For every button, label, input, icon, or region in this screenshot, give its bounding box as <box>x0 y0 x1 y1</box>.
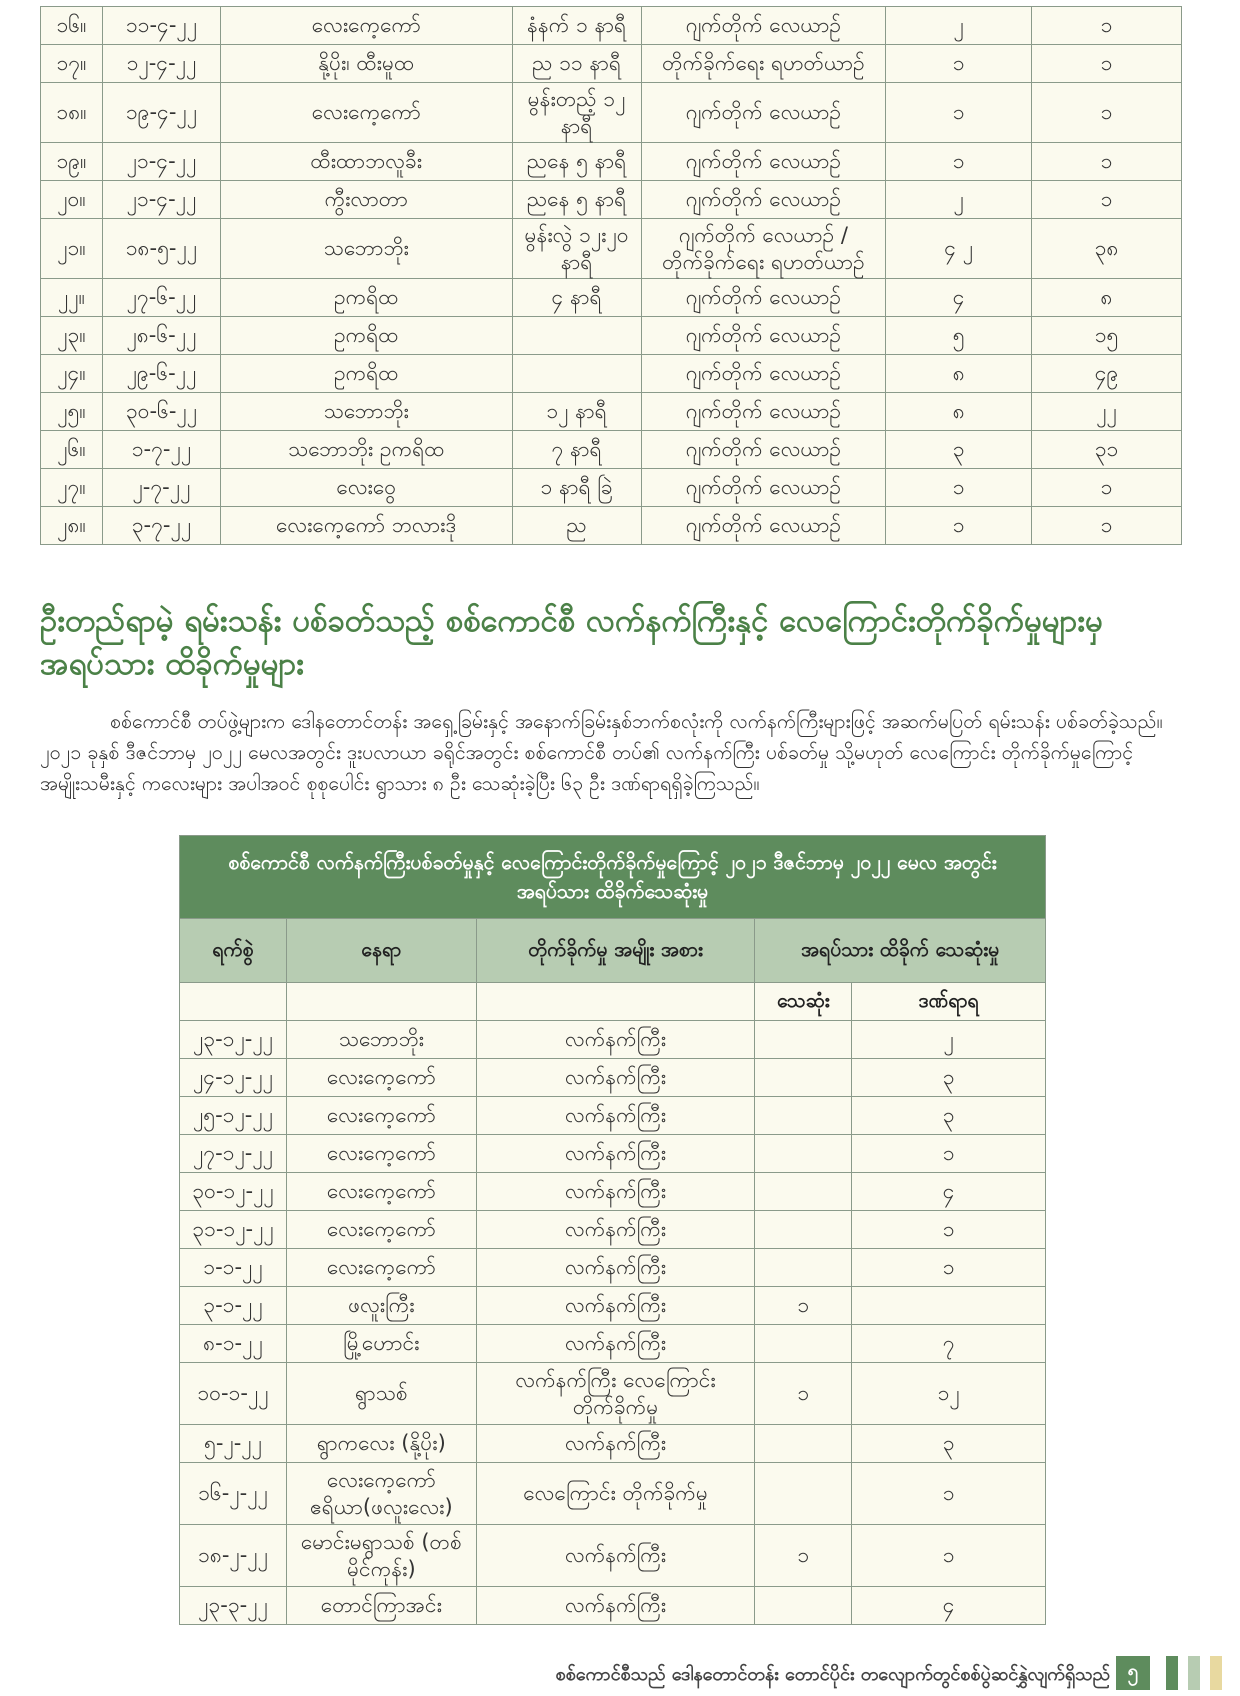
cell-time: ညနေ ၅ နာရီ <box>512 181 641 219</box>
cell-bomb-count: ၈ <box>1032 279 1182 317</box>
cell-aircraft-count: ၁ <box>886 469 1032 507</box>
cell-injured: ၁ <box>852 1249 1046 1287</box>
cell-place: ဥကရိထ <box>220 279 512 317</box>
cell-dead <box>755 1463 852 1525</box>
cell-aircraft-count: ၁ <box>886 45 1032 83</box>
footer-deco-bar-3 <box>1210 1656 1222 1690</box>
cell-dead <box>755 1587 852 1625</box>
cell-date: ၁၈-၅-၂၂ <box>102 219 220 279</box>
table-row <box>180 1135 1046 1173</box>
cell-place: လေးကေ့ကော် <box>220 7 512 45</box>
footer-text: စစ်ကောင်စီသည် ဒေါနတောင်တန်း တောင်ပိုင်း တလျောက်တွင်စစ်ပွဲဆင်နွှဲလျက်ရှိသည် <box>555 1664 1110 1685</box>
table-row <box>41 317 1182 355</box>
cell-aircraft-type: ဂျက်တိုက် လေယာဉ် / တိုက်ခိုက်ရေး ရဟတ်ယာဉ် <box>641 219 886 279</box>
cell-time <box>512 355 641 393</box>
cell-place: လေးကေ့ကော် <box>286 1097 476 1135</box>
cell-aircraft-type: ဂျက်တိုက် လေယာဉ် <box>641 7 886 45</box>
cell-bomb-count: ၁ <box>1032 83 1182 143</box>
cell-date: ၂၇-၁၂-၂၂ <box>180 1135 287 1173</box>
table-row <box>180 1021 1046 1059</box>
cell-place: မောင်းမရွာသစ် (တစ်မိုင်ကုန်း) <box>286 1525 476 1587</box>
cell-date: ၁၆-၂-၂၂ <box>180 1463 287 1525</box>
table-row <box>180 1463 1046 1525</box>
cell-bomb-count: ၁ <box>1032 469 1182 507</box>
cell-date: ၂၁-၄-၂၂ <box>102 143 220 181</box>
cell-dead <box>755 1135 852 1173</box>
cell-place: လေးကေ့ကော် <box>286 1249 476 1287</box>
cell-time: ၄ နာရီ <box>512 279 641 317</box>
header-place: နေရာ <box>286 919 476 983</box>
cell-aircraft-type: ဂျက်တိုက် လေယာဉ် <box>641 279 886 317</box>
table-row <box>180 1249 1046 1287</box>
cell-bomb-count: ၂၂ <box>1032 393 1182 431</box>
cell-time: ၁၂ နာရီ <box>512 393 641 431</box>
cell-time: ည <box>512 507 641 545</box>
section-paragraph: စစ်ကောင်စီ တပ်ဖွဲ့များက ဒေါနတောင်တန်း အရှေ့ခြမ်းနှင့် အနောက်ခြမ်းနှစ်ဘက်စလုံးကို လက်နက်ကြီးများဖြင့် အဆက်မပြတ် ရမ်းသန်း ပစ်ခတ်ခဲ့သည်။ ၂၀၂၁ ခုနှစ် ဒီဇင်ဘာမှ ၂၀၂၂ မေလအတွင်း ဒူးပလာယာ ခရိုင်အတွင်း စစ်ကောင်စီ တပ်၏ လက်နက်ကြီး ပစ်ခတ်မှု သို့မဟုတ် လေကြောင်း တိုက်ခိုက်မှုကြောင့် အမျိုးသမီးနှင့် ကလေးများ အပါအဝင် စုစုပေါင်း ရွာသား ၈ ဦး သေဆုံးခဲ့ပြီး ၆၃ ဦး ဒဏ်ရာရရှိခဲ့ကြသည်။ <box>40 710 1163 796</box>
cell-dead <box>755 1059 852 1097</box>
cell-injured: ၃ <box>852 1425 1046 1463</box>
section-title: ဦးတည်ရာမဲ့ ရမ်းသန်း ပစ်ခတ်သည့် စစ်ကောင်စီ လက်နက်ကြီးနှင့် လေကြောင်းတိုက်ခိုက်မှုများမှ အရပ်သား ထိခိုက်မှုများ <box>40 603 1103 682</box>
subheader-empty-3 <box>476 983 755 1021</box>
table-row <box>41 431 1182 469</box>
cell-place: မြို့ဟောင်း <box>286 1325 476 1363</box>
cell-row-number: ၁၈။ <box>41 83 103 143</box>
cell-row-number: ၁၉။ <box>41 143 103 181</box>
header-dead: သေဆုံး <box>755 983 852 1021</box>
cell-row-number: ၂၁။ <box>41 219 103 279</box>
cell-place: လေးဝွေ <box>220 469 512 507</box>
cell-date: ၃-၁-၂၂ <box>180 1287 287 1325</box>
table-row <box>180 1097 1046 1135</box>
table-row <box>180 1325 1046 1363</box>
table-row <box>180 1059 1046 1097</box>
cell-row-number: ၂၆။ <box>41 431 103 469</box>
cell-bomb-count: ၁ <box>1032 181 1182 219</box>
cell-place: ဖလူးကြီး <box>286 1287 476 1325</box>
cell-attack-type: လက်နက်ကြီး <box>476 1173 755 1211</box>
cell-time: မွန်းလွဲ ၁၂း၂၀ နာရီ <box>512 219 641 279</box>
cell-date: ၁၈-၂-၂၂ <box>180 1525 287 1587</box>
cell-aircraft-type: တိုက်ခိုက်ရေး ရဟတ်ယာဉ် <box>641 45 886 83</box>
cell-dead: ၁ <box>755 1363 852 1425</box>
cell-bomb-count: ၁ <box>1032 45 1182 83</box>
table-row <box>180 1287 1046 1325</box>
cell-date: ၃-၇-၂၂ <box>102 507 220 545</box>
cell-aircraft-count: ၈ <box>886 355 1032 393</box>
table-row <box>41 83 1182 143</box>
cell-date: ၂-၇-၂၂ <box>102 469 220 507</box>
cell-place: သဘောဘိုး <box>220 393 512 431</box>
cell-row-number: ၂၀။ <box>41 181 103 219</box>
cell-dead: ၁ <box>755 1525 852 1587</box>
page-number: ၅ <box>1116 1656 1150 1690</box>
cell-row-number: ၂၈။ <box>41 507 103 545</box>
cell-dead: ၁ <box>755 1287 852 1325</box>
table-row <box>41 7 1182 45</box>
casualty-table <box>179 835 1046 1625</box>
cell-aircraft-count: ၁ <box>886 83 1032 143</box>
cell-attack-type: လက်နက်ကြီး <box>476 1097 755 1135</box>
cell-aircraft-type: ဂျက်တိုက် လေယာဉ် <box>641 143 886 181</box>
cell-aircraft-type: ဂျက်တိုက် လေယာဉ် <box>641 317 886 355</box>
cell-place: သဘောဘိုး <box>286 1021 476 1059</box>
table-row <box>41 355 1182 393</box>
cell-injured: ၁၂ <box>852 1363 1046 1425</box>
cell-attack-type: လက်နက်ကြီး <box>476 1211 755 1249</box>
cell-dead <box>755 1173 852 1211</box>
cell-place: ဥကရိထ <box>220 317 512 355</box>
cell-date: ၃၀-၆-၂၂ <box>102 393 220 431</box>
cell-place: သဘောဘိုး ဥကရိထ <box>220 431 512 469</box>
cell-place: လေးကေ့ကော် <box>286 1173 476 1211</box>
cell-injured: ၃ <box>852 1059 1046 1097</box>
cell-attack-type: လက်နက်ကြီး <box>476 1587 755 1625</box>
cell-aircraft-count: ၂ <box>886 7 1032 45</box>
cell-place: လေးကေ့ကော် <box>286 1059 476 1097</box>
cell-time: ညနေ ၅ နာရီ <box>512 143 641 181</box>
table-row <box>41 45 1182 83</box>
cell-attack-type: လက်နက်ကြီး <box>476 1525 755 1587</box>
cell-aircraft-count: ၄ ၂ <box>886 219 1032 279</box>
header-casualties: အရပ်သား ထိခိုက် သေဆုံးမှု <box>755 919 1046 983</box>
footer-deco-bar-2 <box>1188 1656 1200 1690</box>
page-footer <box>0 1656 1240 1696</box>
table-row <box>180 1587 1046 1625</box>
cell-aircraft-type: ဂျက်တိုက် လေယာဉ် <box>641 393 886 431</box>
header-attack-type: တိုက်ခိုက်မှု အမျိုး အစား <box>476 919 755 983</box>
cell-date: ၂၈-၆-၂၂ <box>102 317 220 355</box>
cell-injured: ၇ <box>852 1325 1046 1363</box>
cell-aircraft-type: ဂျက်တိုက် လေယာဉ် <box>641 355 886 393</box>
cell-attack-type: လက်နက်ကြီး <box>476 1425 755 1463</box>
cell-date: ၂၁-၄-၂၂ <box>102 181 220 219</box>
cell-attack-type: လက်နက်ကြီး လေကြောင်း တိုက်ခိုက်မှု <box>476 1363 755 1425</box>
cell-dead <box>755 1249 852 1287</box>
table-row <box>41 219 1182 279</box>
table-row <box>180 1173 1046 1211</box>
cell-injured: ၂ <box>852 1021 1046 1059</box>
cell-place: ကွီးလာတာ <box>220 181 512 219</box>
cell-date: ၃၁-၁၂-၂၂ <box>180 1211 287 1249</box>
cell-date: ၂၉-၆-၂၂ <box>102 355 220 393</box>
cell-bomb-count: ၁ <box>1032 7 1182 45</box>
cell-aircraft-type: ဂျက်တိုက် လေယာဉ် <box>641 469 886 507</box>
cell-aircraft-count: ၂ <box>886 181 1032 219</box>
cell-place: လေးကေ့ကော် ဧရိယာ(ဖလူးလေး) <box>286 1463 476 1525</box>
cell-row-number: ၂၅။ <box>41 393 103 431</box>
cell-date: ၁၀-၁-၂၂ <box>180 1363 287 1425</box>
cell-place: ရွာကလေး (နို့ပိုး) <box>286 1425 476 1463</box>
cell-aircraft-type: ဂျက်တိုက် လေယာဉ် <box>641 181 886 219</box>
cell-place: တောင်ကြာအင်း <box>286 1587 476 1625</box>
casualty-table-caption: စစ်ကောင်စီ လက်နက်ကြီးပစ်ခတ်မှုနှင့် လေကြောင်းတိုက်ခိုက်မှုကြောင့် ၂၀၂၁ ဒီဇင်ဘာမှ ၂၀၂၂ မေလ အတွင်း အရပ်သား ထိခိုက်သေဆုံးမှု <box>180 836 1046 919</box>
cell-date: ၂၃-၃-၂၂ <box>180 1587 287 1625</box>
cell-row-number: ၂၇။ <box>41 469 103 507</box>
cell-aircraft-count: ၅ <box>886 317 1032 355</box>
cell-injured: ၁ <box>852 1211 1046 1249</box>
cell-time: နံနက် ၁ နာရီ <box>512 7 641 45</box>
cell-date: ၂၄-၁၂-၂၂ <box>180 1059 287 1097</box>
cell-place: လေးကေ့ကော် <box>286 1211 476 1249</box>
cell-date: ၈-၁-၂၂ <box>180 1325 287 1363</box>
cell-place: လေးကေ့ကော် <box>286 1135 476 1173</box>
casualty-table-subheader-row <box>180 983 1046 1021</box>
cell-row-number: ၁၇။ <box>41 45 103 83</box>
cell-place: ဥကရိထ <box>220 355 512 393</box>
cell-aircraft-type: ဂျက်တိုက် လေယာဉ် <box>641 507 886 545</box>
footer-deco-bar-1 <box>1166 1656 1178 1690</box>
cell-date: ၂၅-၁၂-၂၂ <box>180 1097 287 1135</box>
cell-place: ထီးထာဘလူခီး <box>220 143 512 181</box>
cell-injured: ၃ <box>852 1097 1046 1135</box>
table-row <box>180 1525 1046 1587</box>
cell-attack-type: လက်နက်ကြီး <box>476 1325 755 1363</box>
cell-attack-type: လက်နက်ကြီး <box>476 1287 755 1325</box>
cell-dead <box>755 1425 852 1463</box>
cell-date: ၃၀-၁၂-၂၂ <box>180 1173 287 1211</box>
cell-dead <box>755 1211 852 1249</box>
cell-injured <box>852 1287 1046 1325</box>
casualty-table-header-row <box>180 919 1046 983</box>
cell-bomb-count: ၄၉ <box>1032 355 1182 393</box>
cell-attack-type: လက်နက်ကြီး <box>476 1021 755 1059</box>
cell-dead <box>755 1021 852 1059</box>
cell-attack-type: လေကြောင်း တိုက်ခိုက်မှု <box>476 1463 755 1525</box>
subheader-empty-1 <box>180 983 287 1021</box>
table-row <box>41 143 1182 181</box>
subheader-empty-2 <box>286 983 476 1021</box>
cell-date: ၁၂-၄-၂၂ <box>102 45 220 83</box>
cell-bomb-count: ၁၅ <box>1032 317 1182 355</box>
cell-place: သဘောဘိုး <box>220 219 512 279</box>
cell-bomb-count: ၁ <box>1032 143 1182 181</box>
cell-row-number: ၂၃။ <box>41 317 103 355</box>
incident-table <box>40 6 1182 545</box>
cell-time: ၁ နာရီ ခြဲ <box>512 469 641 507</box>
cell-place: ရွာသစ် <box>286 1363 476 1425</box>
cell-date: ၁-၇-၂၂ <box>102 431 220 469</box>
cell-dead <box>755 1097 852 1135</box>
table-row <box>180 1425 1046 1463</box>
cell-aircraft-count: ၁ <box>886 507 1032 545</box>
cell-date: ၅-၂-၂၂ <box>180 1425 287 1463</box>
table-row <box>180 1363 1046 1425</box>
table-row <box>41 507 1182 545</box>
incident-table-body <box>41 7 1182 545</box>
cell-date: ၂၇-၆-၂၂ <box>102 279 220 317</box>
table-row <box>41 469 1182 507</box>
cell-bomb-count: ၁ <box>1032 507 1182 545</box>
cell-attack-type: လက်နက်ကြီး <box>476 1135 755 1173</box>
cell-place: လေးကေ့ကော် ဘလားဒို <box>220 507 512 545</box>
cell-aircraft-count: ၈ <box>886 393 1032 431</box>
cell-date: ၂၃-၁၂-၂၂ <box>180 1021 287 1059</box>
header-injured: ဒဏ်ရာရ <box>852 983 1046 1021</box>
cell-time: မွန်းတည့် ၁၂ နာရီ <box>512 83 641 143</box>
cell-date: ၁၁-၄-၂၂ <box>102 7 220 45</box>
cell-row-number: ၂၄။ <box>41 355 103 393</box>
cell-aircraft-type: ဂျက်တိုက် လေယာဉ် <box>641 431 886 469</box>
cell-injured: ၁ <box>852 1135 1046 1173</box>
casualty-table-head <box>180 836 1046 1021</box>
table-row <box>41 393 1182 431</box>
cell-aircraft-count: ၄ <box>886 279 1032 317</box>
cell-place: နို့ပိုး၊ ထီးမူထ <box>220 45 512 83</box>
cell-bomb-count: ၃၁ <box>1032 431 1182 469</box>
header-date: ရက်စွဲ <box>180 919 287 983</box>
cell-date: ၁-၁-၂၂ <box>180 1249 287 1287</box>
cell-date: ၁၉-၄-၂၂ <box>102 83 220 143</box>
table-row <box>41 181 1182 219</box>
table-row <box>41 279 1182 317</box>
cell-attack-type: လက်နက်ကြီး <box>476 1249 755 1287</box>
cell-place: လေးကေ့ကော် <box>220 83 512 143</box>
cell-injured: ၄ <box>852 1173 1046 1211</box>
cell-bomb-count: ၃၈ <box>1032 219 1182 279</box>
casualty-table-body <box>180 1021 1046 1625</box>
cell-attack-type: လက်နက်ကြီး <box>476 1059 755 1097</box>
cell-time <box>512 317 641 355</box>
table-row <box>180 1211 1046 1249</box>
cell-injured: ၁ <box>852 1463 1046 1525</box>
casualty-table-caption-row <box>180 836 1046 919</box>
cell-injured: ၁ <box>852 1525 1046 1587</box>
cell-row-number: ၂၂။ <box>41 279 103 317</box>
cell-time: ၇ နာရီ <box>512 431 641 469</box>
cell-aircraft-count: ၁ <box>886 143 1032 181</box>
cell-time: ည ၁၁ နာရီ <box>512 45 641 83</box>
cell-injured: ၄ <box>852 1587 1046 1625</box>
cell-aircraft-type: ဂျက်တိုက် လေယာဉ် <box>641 83 886 143</box>
cell-aircraft-count: ၃ <box>886 431 1032 469</box>
cell-dead <box>755 1325 852 1363</box>
cell-row-number: ၁၆။ <box>41 7 103 45</box>
